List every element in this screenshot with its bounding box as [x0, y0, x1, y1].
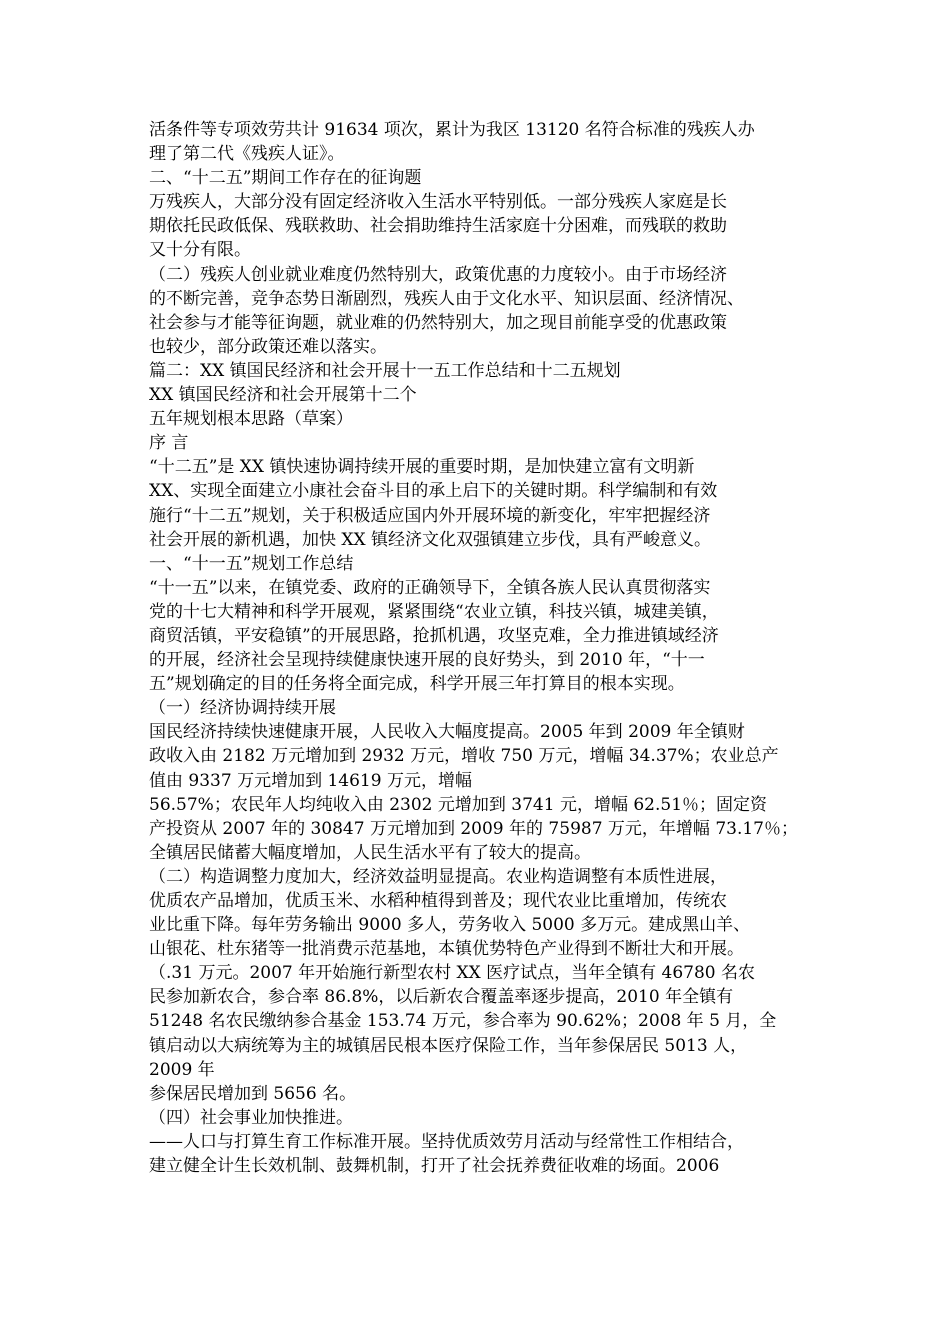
text-line: ——人口与打算生育工作标准开展。坚持优质效劳月活动与经常性工作相结合，: [149, 1131, 744, 1152]
text-line: 又十分有限。: [149, 240, 251, 261]
text-line: 施行“十二五”规划，关于积极适应国内外开展环境的新变化，牢牢把握经济: [149, 505, 711, 526]
text-line: （.31 万元。2007 年开始施行新型农村 XX 医疗试点，当年全镇有 46780 名农: [149, 963, 756, 984]
text-line: 民参加新农合，参合率 86.8%，以后新农合覆盖率逐步提高，2010 年全镇有: [149, 987, 734, 1008]
text-line: 社会参与才能等征询题，就业难的仍然特别大，加之现目前能享受的优惠政策: [149, 312, 727, 333]
text-line: 56.57%；农民年人均纯收入由 2302 元增加到 3741 元，增幅 62.51％；固定资: [149, 794, 768, 815]
text-line: 活条件等专项效劳共计 91634 项次，累计为我区 13120 名符合标准的残疾人办: [149, 120, 755, 140]
text-line: 2009 年: [149, 1059, 215, 1080]
text-line: 一、“十一五”规划工作总结: [149, 553, 354, 574]
text-line: 产投资从 2007 年的 30847 万元增加到 2009 年的 75987 万元，年增幅 73.17％；: [149, 818, 798, 839]
text-line: XX 镇国民经济和社会开展第十二个: [149, 385, 417, 406]
text-line: 全镇居民储蓄大幅度增加，人民生活水平有了较大的提高。: [149, 842, 591, 863]
text-line: （二）构造调整力度加大，经济效益明显提高。农业构造调整有本质性进展，: [149, 866, 727, 887]
text-line: XX、实现全面建立小康社会奋斗目的承上启下的关键时期。科学编制和有效: [149, 481, 718, 502]
text-line: 参保居民增加到 5656 名。: [149, 1083, 357, 1104]
document-page: [149, 118, 819, 1178]
text-line: 51248 名农民缴纳参合基金 153.74 万元，参合率为 90.62%；2008 年 5 月，全: [149, 1011, 777, 1032]
text-line: 万残疾人，大部分没有固定经济收入生活水平特别低。一部分残疾人家庭是长: [149, 192, 727, 213]
text-line: 镇启动以大病统筹为主的城镇居民根本医疗保险工作，当年参保居民 5013 人，: [149, 1035, 748, 1056]
text-line: “十一五”以来，在镇党委、政府的正确领导下，全镇各族人民认真贯彻落实: [149, 577, 711, 598]
text-line: 商贸活镇，平安稳镇”的开展思路，抢抓机遇，攻坚克难，全力推进镇域经济: [149, 625, 719, 646]
text-line: 篇二：XX 镇国民经济和社会开展十一五工作总结和十二五规划: [149, 360, 621, 381]
text-line: 优质农产品增加，优质玉米、水稻种植得到普及；现代农业比重增加，传统农: [149, 891, 727, 911]
text-line: “十二五”是 XX 镇快速协调持续开展的重要时期，是加快建立富有文明新: [149, 457, 695, 478]
text-line: 党的十七大精神和科学开展观，紧紧围绕“农业立镇，科技兴镇，城建美镇，: [149, 601, 719, 622]
text-line: 国民经济持续快速健康开展，人民收入大幅度提高。2005 年到 2009 年全镇财: [149, 722, 745, 743]
text-line: 五年规划根本思路（草案）: [149, 409, 353, 430]
text-line: 理了第二代《残疾人证》。: [149, 144, 345, 165]
text-line: 二、“十二五”期间工作存在的征询题: [149, 168, 422, 189]
text-line: 期依托民政低保、残联救助、社会捐助维持生活家庭十分困难，而残联的救助: [149, 216, 727, 237]
text-line: 建立健全计生长效机制、鼓舞机制，打开了社会抚养费征收难的场面。2006: [149, 1156, 720, 1177]
text-line: 业比重下降。每年劳务输出 9000 多人，劳务收入 5000 多万元。建成黑山羊、: [149, 915, 751, 936]
text-line: 的开展，经济社会呈现持续健康快速开展的良好势头，到 2010 年，“十一: [149, 650, 705, 671]
text-line: 也较少，部分政策还难以落实。: [149, 336, 387, 357]
text-line: 的不断完善，竞争态势日渐剧烈，残疾人由于文化水平、知识层面、经济情况、: [149, 288, 744, 309]
text-line: 社会开展的新机遇，加快 XX 镇经济文化双强镇建立步伐，具有严峻意义。: [149, 529, 712, 550]
text-line: 序 言: [149, 433, 189, 454]
text-line: （一）经济协调持续开展: [149, 698, 336, 719]
text-line: 政收入由 2182 万元增加到 2932 万元，增收 750 万元，增幅 34.37%；农业总产: [149, 746, 779, 767]
text-line: 五”规划确定的目的任务将全面完成，科学开展三年打算目的根本实现。: [149, 674, 685, 695]
text-line: （四）社会事业加快推进。: [149, 1107, 353, 1128]
text-line: 值由 9337 万元增加到 14619 万元，增幅: [149, 770, 472, 791]
text-line: 山银花、杜东猪等一批消费示范基地，本镇优势特色产业得到不断壮大和开展。: [149, 939, 744, 960]
text-line: （二）残疾人创业就业难度仍然特别大，政策优惠的力度较小。由于市场经济: [149, 264, 727, 285]
